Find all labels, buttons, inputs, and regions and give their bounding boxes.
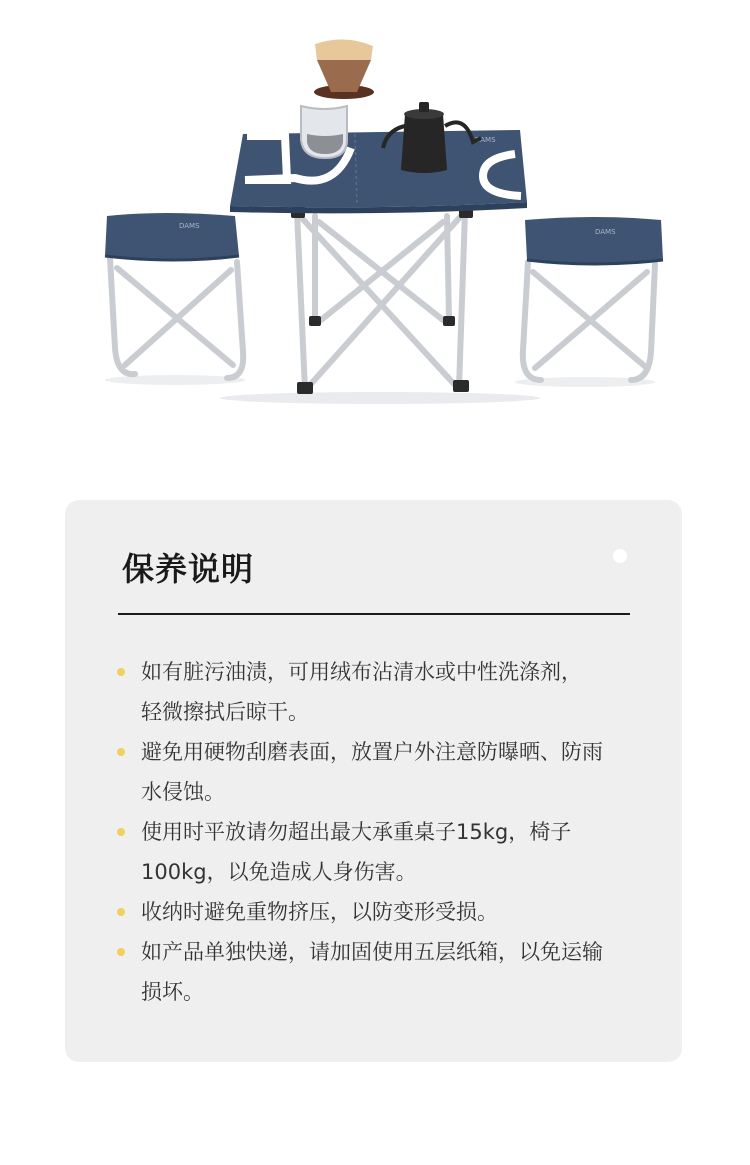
- care-item-line: 避免用硬物刮磨表面，放置户外注意防曝晒、防雨: [141, 740, 603, 764]
- care-item-line: 100kg，以免造成人身伤害。: [141, 860, 417, 884]
- stool-right: [523, 217, 663, 380]
- stool-left-shadow: [105, 375, 245, 385]
- title-divider: [118, 613, 630, 615]
- care-item-line: 使用时平放请勿超出最大承重桌子15kg，椅子: [141, 820, 572, 844]
- care-item-line: 收纳时避免重物挤压，以防变形受损。: [141, 900, 498, 924]
- table-top: [230, 130, 527, 213]
- care-item-line: 轻微擦拭后晾干。: [141, 700, 309, 724]
- bullet-dot-icon: [117, 828, 125, 836]
- care-item-line: 水侵蚀。: [141, 780, 225, 804]
- bullet-dot-icon: [117, 948, 125, 956]
- stool-right-logo: DAMS: [595, 228, 616, 236]
- table-frame: [297, 212, 465, 390]
- care-item-line: 损坏。: [141, 980, 204, 1004]
- card-dot-decoration: [613, 549, 627, 563]
- product-image: [95, 30, 675, 420]
- care-item-5: [115, 932, 635, 1012]
- care-item-4: [115, 892, 635, 932]
- care-item-line: 如有脏污油渍，可用绒布沾清水或中性洗涤剂，: [141, 660, 582, 684]
- bullet-dot-icon: [117, 908, 125, 916]
- bullet-dot-icon: [117, 748, 125, 756]
- care-card: [65, 500, 682, 1062]
- table-shadow: [220, 392, 540, 404]
- care-list: [115, 652, 635, 1012]
- care-title: 保养说明: [122, 550, 255, 588]
- care-item-2: [115, 732, 635, 812]
- stool-left: [105, 213, 243, 378]
- bullet-dot-icon: [117, 668, 125, 676]
- care-item-line: 如产品单独快递，请加固使用五层纸箱，以免运输: [141, 940, 603, 964]
- table-logo: DAMS: [475, 136, 496, 144]
- stool-left-logo: DAMS: [179, 222, 200, 230]
- care-item-1: [115, 652, 635, 732]
- care-item-3: [115, 812, 635, 892]
